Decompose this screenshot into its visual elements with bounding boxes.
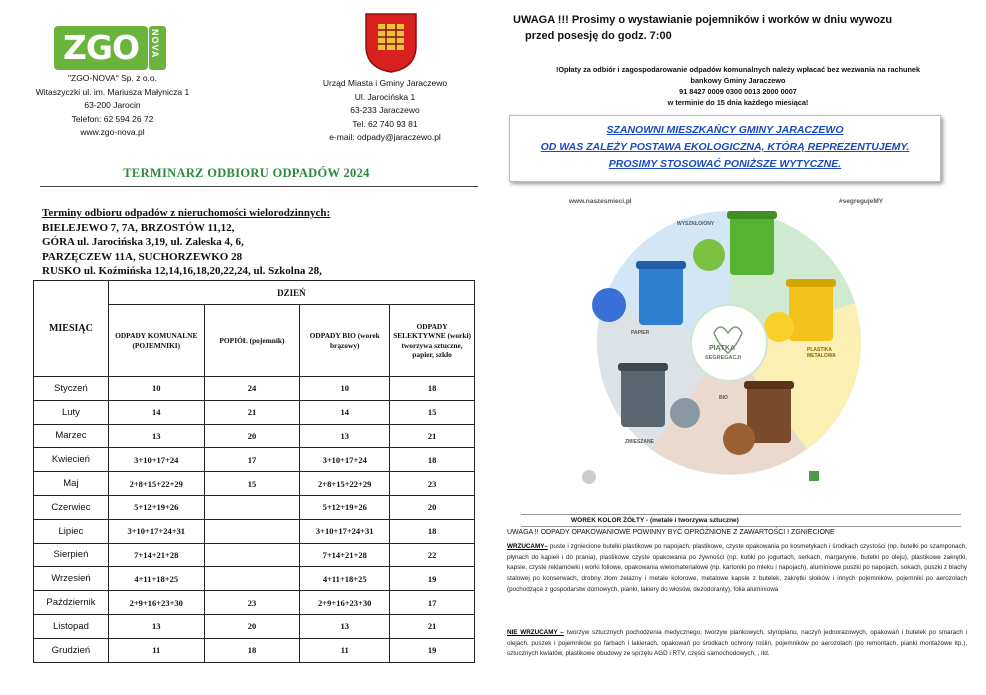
address-line: PARZĘCZEW 11A, SUCHORZEWKO 28	[42, 250, 243, 263]
month-cell: Marzec	[34, 424, 109, 448]
zgo-line: www.zgo-nova.pl	[80, 127, 145, 137]
table-row	[34, 591, 475, 615]
date-cell: 18	[390, 377, 475, 401]
address-block	[42, 206, 482, 279]
address-line: BIELEJEWO 7, 7A, BRZOSTÓW 11,12,	[42, 221, 235, 234]
address-line: RUSKO ul. Koźmińska 12,14,16,18,20,22,24, ul. Szkolna 28,	[42, 265, 322, 277]
urzad-line: Ul. Jarocińska 1	[354, 91, 416, 102]
urzad-line: 63-233 Jaraczewo	[350, 105, 420, 115]
month-cell: Luty	[34, 400, 109, 424]
date-cell: 5+12+19+26	[108, 495, 204, 519]
nie-wrzucamy-text: tworzyw sztucznych pochodzenia medycznego, tworzyw piankowych, styropianu, naczyń jednorazowych, opakowań i butelek po smarach i olejach, puszek i pojemników po farbach i lakierach, opakowań po środkach ochrony roślin, pojemników po aerozolach (po remontach, pianki montażowe itp.), sztucznych kwiatów, plastikowe obudowy ze sprzętu AGD i RTV, części samochodowych, , itd.	[507, 629, 967, 658]
uwaga-line: UWAGA !!! Prosimy o wystawianie pojemników i worków w dniu wywozu	[513, 14, 893, 26]
plastic-mascot-icon	[764, 312, 794, 342]
site-url: www.naszesmieci.pl	[569, 198, 632, 205]
day-header: DZIEŃ	[108, 281, 474, 305]
date-cell: 17	[390, 591, 475, 615]
date-cell: 11	[300, 638, 390, 662]
table-row	[34, 519, 475, 543]
paper-mascot-icon	[592, 288, 626, 322]
date-cell: 14	[108, 400, 204, 424]
fund-logo-icon	[809, 471, 819, 481]
date-cell: 7+14+21+28	[300, 543, 390, 567]
hashtag: #segregujeMY	[839, 198, 884, 205]
date-cell: 2+9+16+23+30	[300, 591, 390, 615]
table-row	[34, 400, 475, 424]
segregation-infographic	[569, 195, 889, 495]
glass-label: WYSZKŁO/ONY	[677, 221, 715, 227]
zgo-line: 63-200 Jarocin	[84, 100, 141, 110]
logo-tag-text: NOVA	[150, 29, 160, 59]
date-cell: 5+12+19+26	[300, 495, 390, 519]
jaraczewo-crest-icon	[364, 12, 418, 74]
center-title: PIĄTKA	[709, 345, 736, 352]
bio-label: BIO	[719, 395, 728, 401]
nie-wrzucamy-label: NIE WRZUCAMY –	[507, 629, 564, 636]
green-bin-icon	[727, 211, 777, 275]
payment-info	[503, 64, 973, 108]
urzad-line: Urząd Miasta i Gminy Jaraczewo	[322, 78, 448, 88]
grey-bin-icon	[618, 363, 668, 427]
column-header: ODPADY SELEKTYWNE (worki) tworzywa sztuczne, papier, szkło	[390, 305, 475, 377]
plastic-label: PLASTIKA METALOWA	[807, 347, 836, 359]
date-cell: 18	[390, 519, 475, 543]
payment-line: !Opłaty za odbiór i zagospodarowanie odpadów komunalnych należy wpłacać bez wezwania na rachunek	[555, 65, 921, 74]
date-cell: 3+10+17+24	[300, 448, 390, 472]
date-cell: 20	[390, 495, 475, 519]
date-cell: 20	[204, 424, 300, 448]
month-cell: Październik	[34, 591, 109, 615]
month-cell: Grudzień	[34, 638, 109, 662]
month-cell: Czerwiec	[34, 495, 109, 519]
date-cell: 21	[390, 614, 475, 638]
date-cell: 3+10+17+24	[108, 448, 204, 472]
paper-label: PAPIER	[631, 330, 650, 336]
bag-notice: UWAGA !! ODPADY OPAKOWANIOWE POWINNY BYĆ OPRÓŻNIONE Z ZAWARTOŚCI I ZGNIECIONE	[507, 529, 835, 536]
wrzucamy-text: puste i zgniecione butelki plastikowe po napojach, plastikowe, czyste opakowania po kosmetykach i środkach czystości (np. butelki po szamponach, płynach do kąpieli i do prania), plastikowe czyste opakowania po żywności (np. kubki po jogurtach, serkach, margarynie, butelki po oleju), plastikowe zakrętki, kapsle, czyste reklamówki i worki foliowe, opakowania wielomateriałowe (np. kartoniki po mleku i napojach), aluminiowe puszki po napojach, sokach, puszki z blachy stalowej po konserwach, drobny złom żelazny i metale kolorowe, metalowe kapsle z butelek, zakrętki słoików i innych pojemników, pojemniki po aerozolach (pochodzące z gospodarstw domowych, pianki, lakiery do włosów, dezodoranty), folia aluminiowa	[507, 543, 967, 593]
date-cell: 2+8+15+22+29	[300, 472, 390, 496]
table-row	[34, 567, 475, 591]
address-line: GÓRA ul. Jarocińska 3,19, ul. Zaleska 4, 6,	[42, 236, 244, 248]
table-row	[34, 377, 475, 401]
date-cell: 19	[390, 567, 475, 591]
center-circle	[691, 305, 767, 381]
logo-tag	[149, 26, 166, 70]
date-cell: 7+14+21+28	[108, 543, 204, 567]
urzad-contact	[300, 77, 470, 145]
zgo-line: Witaszyczki ul. im. Mariusza Małynicza 1	[35, 86, 190, 97]
date-cell: 23	[204, 591, 300, 615]
date-cell: 17	[204, 448, 300, 472]
table-row	[34, 638, 475, 662]
date-cell: 11	[108, 638, 204, 662]
schedule-body	[34, 377, 475, 663]
right-page	[493, 0, 986, 695]
yellow-bin-icon	[786, 279, 836, 341]
urzad-line: Tel. 62 740 93 81	[352, 118, 418, 129]
date-cell	[204, 567, 300, 591]
month-cell: Sierpień	[34, 543, 109, 567]
table-row	[34, 543, 475, 567]
date-cell: 13	[300, 424, 390, 448]
zgo-line: Telefon: 62 594 26 72	[71, 113, 154, 124]
date-cell	[204, 543, 300, 567]
table-row	[34, 614, 475, 638]
column-header: ODPADY BIO (worek brązowy)	[300, 305, 390, 377]
date-cell: 15	[204, 472, 300, 496]
appeal-banner	[509, 115, 941, 182]
date-cell: 13	[300, 614, 390, 638]
date-cell: 18	[204, 638, 300, 662]
uwaga-notice	[513, 12, 943, 44]
banner-line: PROSIMY STOSOWAĆ PONIŻSZE WYTYCZNE.	[608, 158, 842, 170]
date-cell: 24	[204, 377, 300, 401]
address-heading: Terminy odbioru odpadów z nieruchomości wielorodzinnych:	[42, 207, 331, 219]
date-cell: 22	[390, 543, 475, 567]
date-cell: 21	[204, 400, 300, 424]
banner-line: OD WAS ZALEŻY POSTAWA EKOLOGICZNA, KTÓRĄ REPREZENTUJEMY.	[540, 141, 910, 153]
column-header: POPIÓŁ (pojemnik)	[204, 305, 300, 377]
blue-bin-icon	[636, 261, 686, 325]
month-cell: Listopad	[34, 614, 109, 638]
zgo-line: "ZGO-NOVA" Sp. z o.o.	[67, 73, 157, 83]
table-row	[34, 495, 475, 519]
ministry-eagle-icon	[582, 470, 596, 484]
mixed-label: ZMIESZANE	[625, 439, 654, 445]
date-cell: 4+11+18+25	[300, 567, 390, 591]
table-row	[34, 472, 475, 496]
date-cell: 10	[108, 377, 204, 401]
date-cell: 3+10+17+24+31	[108, 519, 204, 543]
date-cell: 19	[390, 638, 475, 662]
yellow-bag-header: WOREK KOLOR ŻÓŁTY - (metale i tworzywa sztuczne)	[521, 514, 961, 527]
date-cell: 13	[108, 424, 204, 448]
month-cell: Lipiec	[34, 519, 109, 543]
date-cell: 18	[390, 448, 475, 472]
month-cell: Kwiecień	[34, 448, 109, 472]
date-cell	[204, 495, 300, 519]
bio-mascot-icon	[723, 423, 755, 455]
wrzucamy-label: WRZUCAMY–	[507, 543, 548, 550]
month-cell: Maj	[34, 472, 109, 496]
month-cell: Styczeń	[34, 377, 109, 401]
mixed-mascot-icon	[670, 398, 700, 428]
table-row	[34, 424, 475, 448]
column-header: ODPADY KOMUNALNE (POJEMNIKI)	[108, 305, 204, 377]
date-cell: 20	[204, 614, 300, 638]
schedule-table	[33, 280, 475, 663]
wrzucamy-section	[507, 542, 967, 596]
date-cell: 2+8+15+22+29	[108, 472, 204, 496]
month-cell: Wrzesień	[34, 567, 109, 591]
zgo-contact	[30, 72, 195, 140]
date-cell: 15	[390, 400, 475, 424]
date-cell: 2+9+16+23+30	[108, 591, 204, 615]
date-cell: 21	[390, 424, 475, 448]
banner-line: SZANOWNI MIESZKAŃCY GMINY JARACZEWO	[606, 124, 844, 136]
payment-line: w terminie do 15 dnia każdego miesiąca!	[667, 98, 809, 107]
glass-mascot-icon	[693, 239, 725, 271]
center-subtitle: SEGREGACJI	[705, 355, 742, 361]
nie-wrzucamy-section	[507, 628, 967, 660]
logo-main-text: ZGO	[54, 26, 148, 70]
zgo-nova-logo	[54, 26, 166, 70]
date-cell: 3+10+17+24+31	[300, 519, 390, 543]
bank-account: 91 8427 0009 0300 0013 2000 0007	[679, 87, 797, 96]
month-header: MIESIĄC	[34, 281, 109, 377]
document-title: TERMINARZ ODBIORU ODPADÓW 2024	[123, 166, 370, 180]
uwaga-line: przed posesję do godz. 7:00	[525, 30, 672, 42]
date-cell: 13	[108, 614, 204, 638]
date-cell: 23	[390, 472, 475, 496]
title-divider	[40, 186, 478, 187]
date-cell: 10	[300, 377, 390, 401]
date-cell: 4+11+18+25	[108, 567, 204, 591]
date-cell	[204, 519, 300, 543]
payment-line: bankowy Gminy Jaraczewo	[690, 76, 786, 85]
date-cell: 14	[300, 400, 390, 424]
urzad-email: e-mail: odpady@jaraczewo.pl	[329, 132, 441, 142]
table-row	[34, 448, 475, 472]
